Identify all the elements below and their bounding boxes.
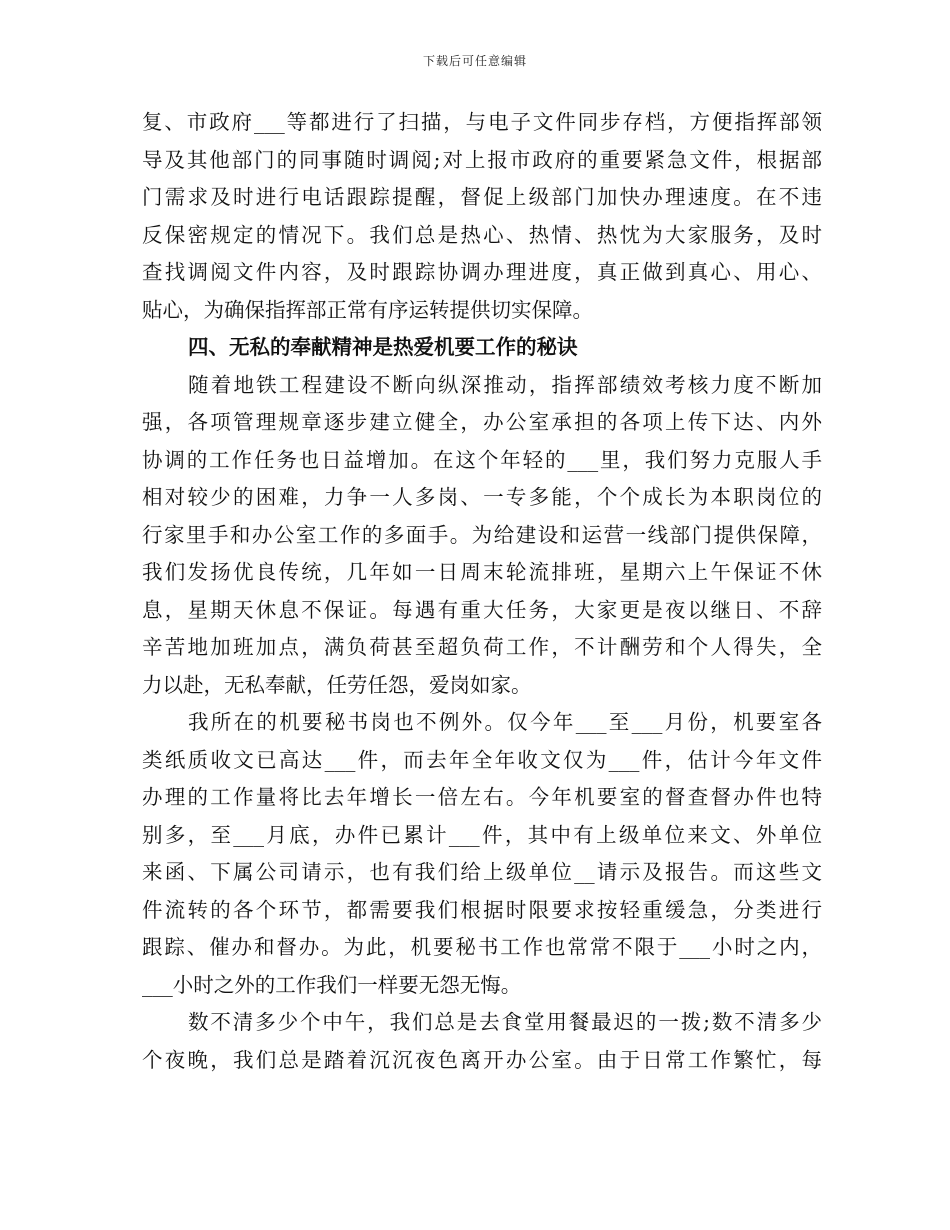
page-header: 下载后可任意编辑: [422, 54, 527, 68]
paragraph: [142, 704, 822, 1004]
text-line: 贴心，为确保指挥部正常有序运转提供切实保障。: [142, 297, 593, 322]
text-line: 办理的工作量将比去年增长一倍左右。今年机要室的督查督办件也特: [142, 785, 822, 809]
text-line: 反保密规定的情况下。我们总是热心、热情、热忱为大家服务，及时: [142, 222, 822, 247]
text-line: 息，星期天休息不保证。每遇有重大任务，大家更是夜以继日、不辞: [142, 597, 822, 622]
text-line: 辛苦地加班加点，满负荷甚至超负荷工作，不计酬劳和个人得失，全: [142, 635, 822, 659]
document-body: [142, 104, 822, 1079]
text-line: 复、市政府___等都进行了扫描，与电子文件同步存档，方便指挥部领: [142, 110, 822, 134]
text-line: 数不清多少个中午，我们总是去食堂用餐最迟的一拨;数不清多少: [188, 1010, 822, 1034]
paragraph: [142, 1004, 822, 1079]
paragraph: [142, 367, 822, 705]
text-line: ___小时之外的工作我们一样要无怨无悔。: [142, 972, 522, 997]
text-line: 协调的工作任务也日益增加。在这个年轻的___里，我们努力克服人手: [142, 447, 822, 472]
text-line: 个夜晚，我们总是踏着沉沉夜色离开办公室。由于日常工作繁忙，每: [142, 1047, 822, 1072]
text-line: 件流转的各个环节，都需要我们根据时限要求按轻重缓急，分类进行: [142, 897, 822, 922]
section-heading: 四、无私的奉献精神是热爱机要工作的秘诀: [188, 335, 578, 359]
text-line: 类纸质收文已高达___件，而去年全年收文仅为___件，估计今年文件: [142, 747, 822, 772]
paragraph: [142, 104, 822, 329]
text-line: 跟踪、催办和督办。为此，机要秘书工作也常常不限于___小时之内，: [142, 935, 822, 959]
text-line: 行家里手和办公室工作的多面手。为给建设和运营一线部门提供保障，: [142, 522, 822, 547]
text-line: 相对较少的困难，力争一人多岗、一专多能，个个成长为本职岗位的: [142, 485, 822, 509]
text-line: 来函、下属公司请示，也有我们给上级单位__请示及报告。而这些文: [142, 860, 822, 884]
text-line: 导及其他部门的同事随时调阅;对上报市政府的重要紧急文件，根据部: [142, 147, 822, 172]
text-line: 力以赴，无私奉献，任劳任怨，爱岗如家。: [142, 672, 532, 697]
text-line: 我所在的机要秘书岗也不例外。仅今年___至___月份，机要室各: [188, 710, 822, 734]
text-line: 我们发扬优良传统，几年如一日周末轮流排班，星期六上午保证不休: [142, 560, 822, 584]
text-line: 随着地铁工程建设不断向纵深推动，指挥部绩效考核力度不断加: [188, 372, 822, 397]
text-line: 门需求及时进行电话跟踪提醒，督促上级部门加快办理速度。在不违: [142, 185, 822, 209]
text-line: 别多，至___月底，办件已累计___件，其中有上级单位来文、外单位: [142, 822, 822, 847]
text-line: 查找调阅文件内容，及时跟踪协调办理进度，真正做到真心、用心、: [142, 260, 822, 284]
text-line: 强，各项管理规章逐步建立健全，办公室承担的各项上传下达、内外: [142, 410, 822, 434]
